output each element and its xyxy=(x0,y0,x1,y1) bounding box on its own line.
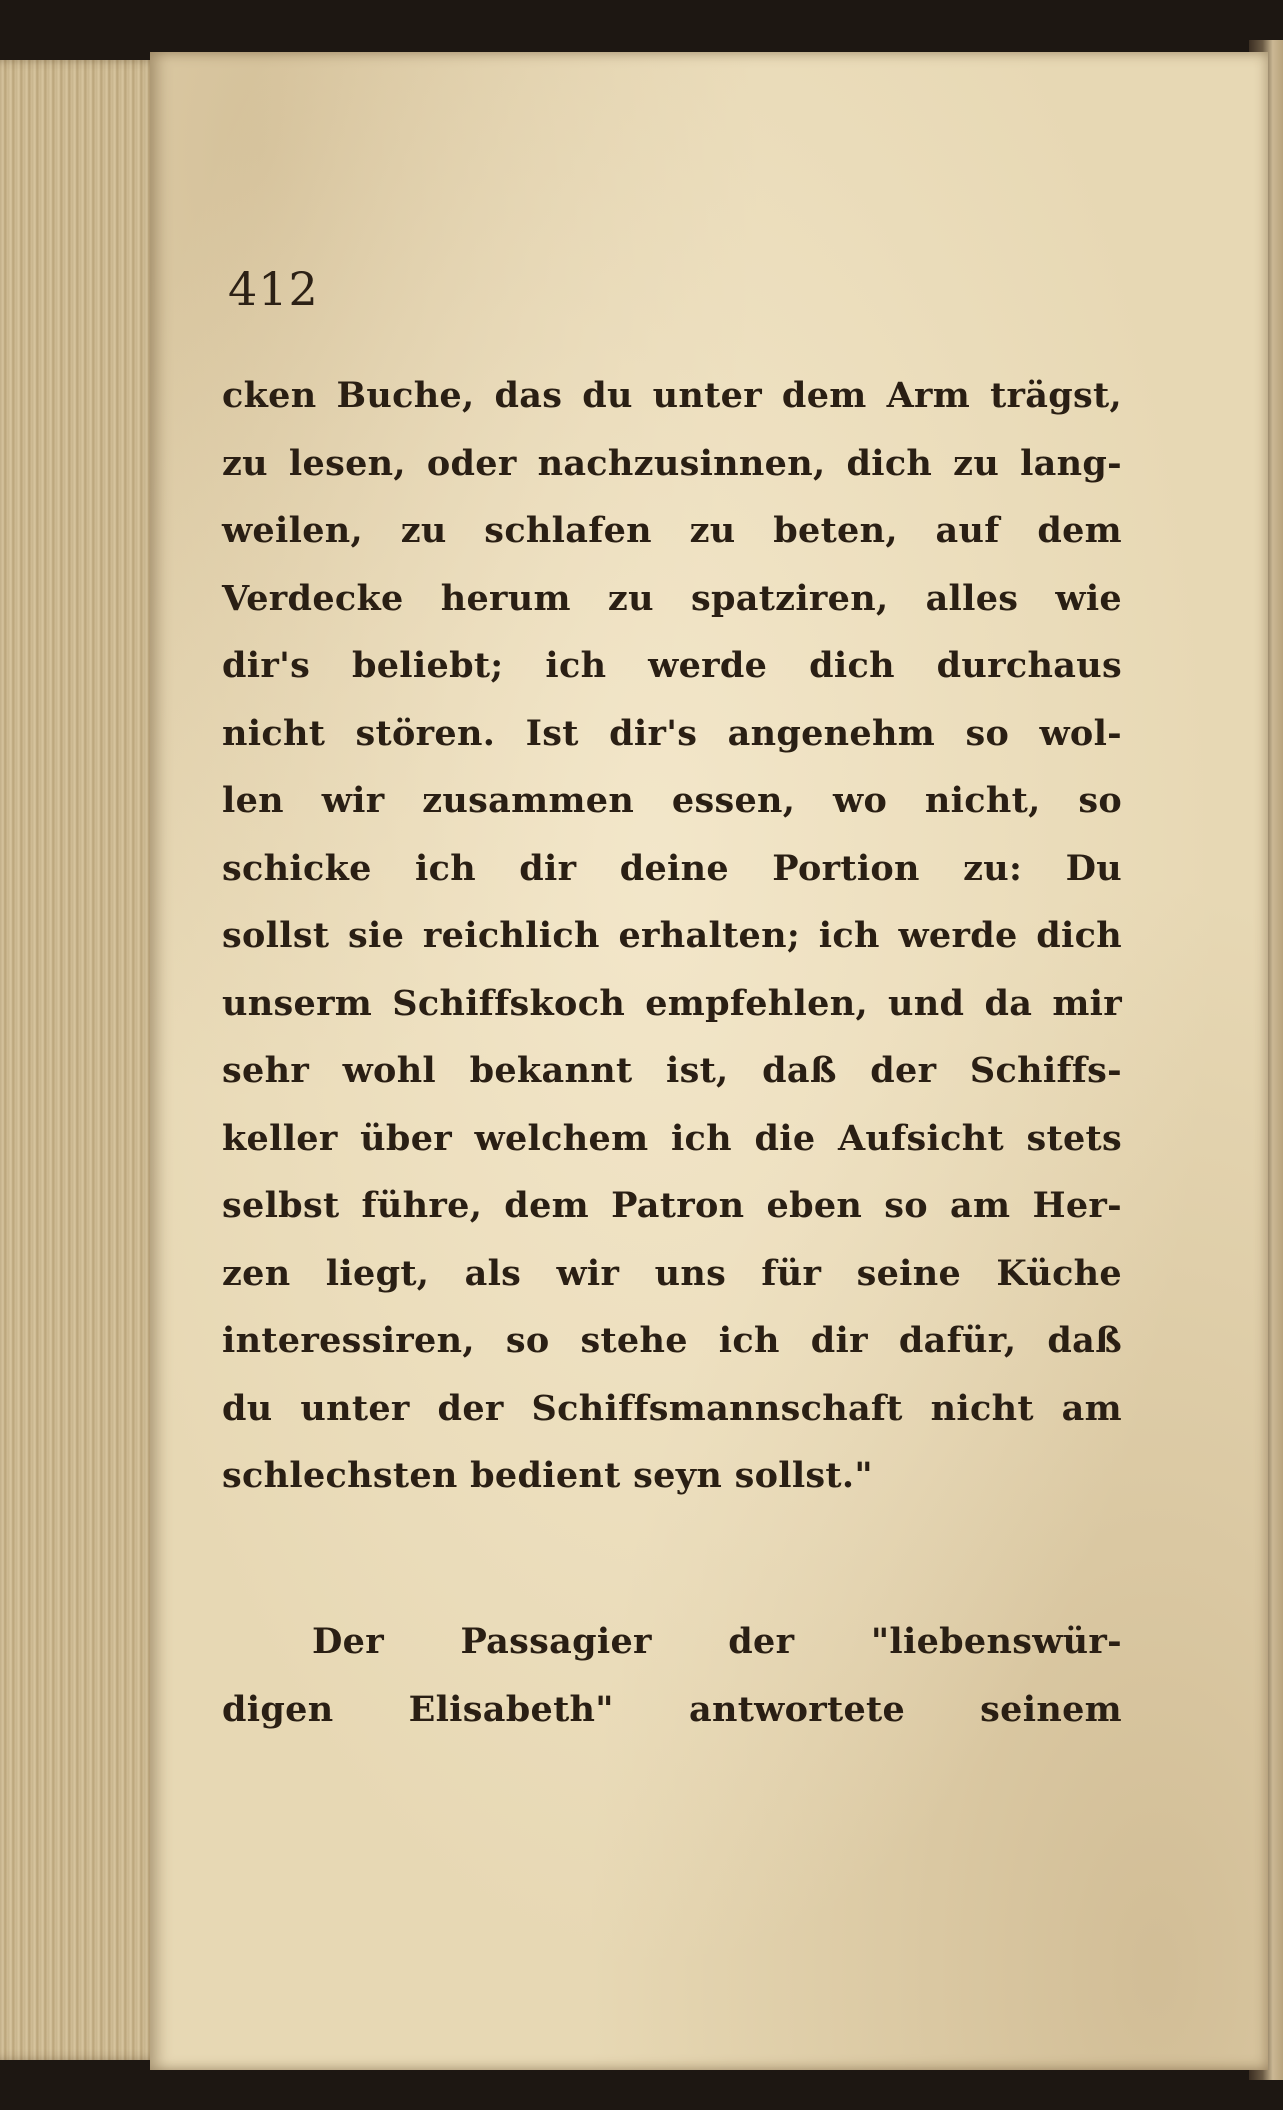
text-line: dir's beliebt; ich werde dich durchaus xyxy=(222,645,1122,686)
paragraph-1 xyxy=(222,362,1122,1510)
text-line: du unter der Schiffsmannschaft nicht am xyxy=(222,1387,1122,1429)
page-number: 412 xyxy=(228,262,319,316)
text-line: selbst führe, dem Patron eben so am Her- xyxy=(222,1185,1122,1226)
text-line: zen liegt, als wir uns für seine Küche xyxy=(222,1252,1122,1294)
text-line: sollst sie reichlich erhalten; ich werde dich xyxy=(222,915,1122,956)
text-line: unserm Schiffskoch empfehlen, und da mir xyxy=(222,982,1122,1024)
text-line: nicht stören. Ist dir's angenehm so wol- xyxy=(222,712,1122,754)
text-line: schlechsten bedient seyn sollst." xyxy=(222,1455,873,1496)
paragraph-2 xyxy=(222,1608,1122,1743)
text-line: sehr wohl bekannt ist, daß der Schiffs- xyxy=(222,1050,1122,1091)
text-line: len wir zusammen essen, wo nicht, so xyxy=(222,780,1122,821)
text-line: zu lesen, oder nachzusinnen, dich zu lang- xyxy=(222,442,1122,484)
text-line: schicke ich dir deine Portion zu: Du xyxy=(222,847,1122,889)
page-edges xyxy=(0,60,160,2060)
text-line: interessiren, so stehe ich dir dafür, daß xyxy=(222,1320,1122,1361)
text-line: Verdecke herum zu spatziren, alles wie xyxy=(222,577,1122,619)
text-line: digen Elisabeth" antwortete seinem xyxy=(222,1688,1122,1730)
text-line: keller über welchem ich die Aufsicht stets xyxy=(222,1117,1122,1159)
text-line: cken Buche, das du unter dem Arm trägst, xyxy=(222,375,1122,416)
text-line: weilen, zu schlafen zu beten, auf dem xyxy=(222,510,1122,551)
text-line: Der Passagier der "liebenswür- xyxy=(312,1621,1122,1662)
